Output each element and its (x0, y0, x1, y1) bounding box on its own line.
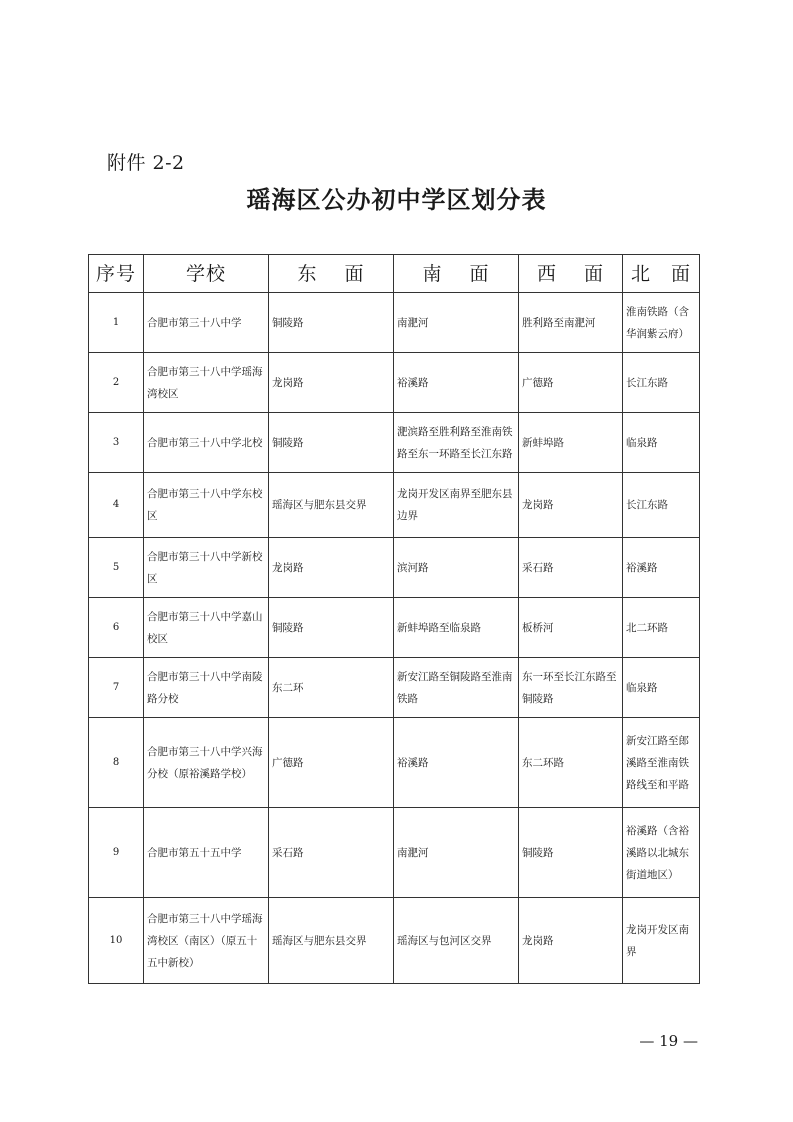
header-north: 北 面 (623, 255, 700, 293)
cell-north: 长江东路 (623, 473, 700, 538)
table-row (89, 413, 700, 473)
cell-school: 合肥市第三十八中学南陵路分校 (144, 658, 269, 718)
cell-index: 5 (89, 538, 144, 598)
cell-north: 淮南铁路（含华润紫云府） (623, 293, 700, 353)
cell-west: 新蚌埠路 (519, 413, 623, 473)
header-index: 序号 (89, 255, 144, 293)
cell-north: 长江东路 (623, 353, 700, 413)
cell-south: 裕溪路 (394, 718, 519, 808)
cell-south: 南淝河 (394, 293, 519, 353)
cell-east: 瑶海区与肥东县交界 (269, 473, 394, 538)
cell-index: 4 (89, 473, 144, 538)
cell-east: 广德路 (269, 718, 394, 808)
cell-index: 8 (89, 718, 144, 808)
table-header-row (89, 255, 700, 293)
cell-south: 新安江路至铜陵路至淮南铁路 (394, 658, 519, 718)
cell-south: 滨河路 (394, 538, 519, 598)
cell-east: 铜陵路 (269, 598, 394, 658)
cell-east: 龙岗路 (269, 538, 394, 598)
cell-north: 新安江路至郎溪路至淮南铁路线至和平路 (623, 718, 700, 808)
header-south: 南 面 (394, 255, 519, 293)
cell-school: 合肥市第五十五中学 (144, 808, 269, 898)
cell-school: 合肥市第三十八中学兴海分校（原裕溪路学校） (144, 718, 269, 808)
page-number: — 19 — (639, 1032, 698, 1050)
cell-south: 裕溪路 (394, 353, 519, 413)
attachment-label: 附件 2-2 (107, 152, 185, 174)
table-row (89, 598, 700, 658)
cell-west: 胜利路至南淝河 (519, 293, 623, 353)
table-row (89, 808, 700, 898)
table-row (89, 473, 700, 538)
cell-west: 铜陵路 (519, 808, 623, 898)
cell-south: 龙岗开发区南界至肥东县边界 (394, 473, 519, 538)
cell-east: 东二环 (269, 658, 394, 718)
cell-school: 合肥市第三十八中学嘉山校区 (144, 598, 269, 658)
cell-north: 裕溪路（含裕溪路以北城东街道地区） (623, 808, 700, 898)
cell-west: 采石路 (519, 538, 623, 598)
page-title: 瑶海区公办初中学区划分表 (246, 185, 547, 214)
cell-east: 瑶海区与肥东县交界 (269, 898, 394, 984)
cell-west: 龙岗路 (519, 473, 623, 538)
cell-north: 北二环路 (623, 598, 700, 658)
cell-index: 10 (89, 898, 144, 984)
cell-east: 龙岗路 (269, 353, 394, 413)
table-row (89, 293, 700, 353)
cell-east: 铜陵路 (269, 413, 394, 473)
cell-north: 临泉路 (623, 658, 700, 718)
cell-south: 淝滨路至胜利路至淮南铁路至东一环路至长江东路 (394, 413, 519, 473)
cell-west: 龙岗路 (519, 898, 623, 984)
table-row (89, 538, 700, 598)
cell-school: 合肥市第三十八中学新校区 (144, 538, 269, 598)
cell-west: 东一环至长江东路至铜陵路 (519, 658, 623, 718)
cell-west: 板桥河 (519, 598, 623, 658)
cell-north: 裕溪路 (623, 538, 700, 598)
cell-index: 6 (89, 598, 144, 658)
cell-index: 1 (89, 293, 144, 353)
cell-school: 合肥市第三十八中学东校区 (144, 473, 269, 538)
cell-north: 临泉路 (623, 413, 700, 473)
header-east: 东 面 (269, 255, 394, 293)
header-west: 西 面 (519, 255, 623, 293)
cell-school: 合肥市第三十八中学瑶海湾校区（南区）（原五十五中新校） (144, 898, 269, 984)
cell-south: 新蚌埠路至临泉路 (394, 598, 519, 658)
table-row (89, 658, 700, 718)
table-row (89, 718, 700, 808)
cell-west: 东二环路 (519, 718, 623, 808)
cell-south: 瑶海区与包河区交界 (394, 898, 519, 984)
cell-school: 合肥市第三十八中学瑶海湾校区 (144, 353, 269, 413)
table-row (89, 898, 700, 984)
cell-school: 合肥市第三十八中学北校 (144, 413, 269, 473)
cell-index: 2 (89, 353, 144, 413)
cell-school: 合肥市第三十八中学 (144, 293, 269, 353)
cell-east: 铜陵路 (269, 293, 394, 353)
cell-index: 9 (89, 808, 144, 898)
cell-index: 3 (89, 413, 144, 473)
cell-west: 广德路 (519, 353, 623, 413)
table-row (89, 353, 700, 413)
cell-north: 龙岗开发区南界 (623, 898, 700, 984)
cell-south: 南淝河 (394, 808, 519, 898)
cell-index: 7 (89, 658, 144, 718)
cell-east: 采石路 (269, 808, 394, 898)
header-school: 学校 (144, 255, 269, 293)
district-table (88, 254, 700, 984)
